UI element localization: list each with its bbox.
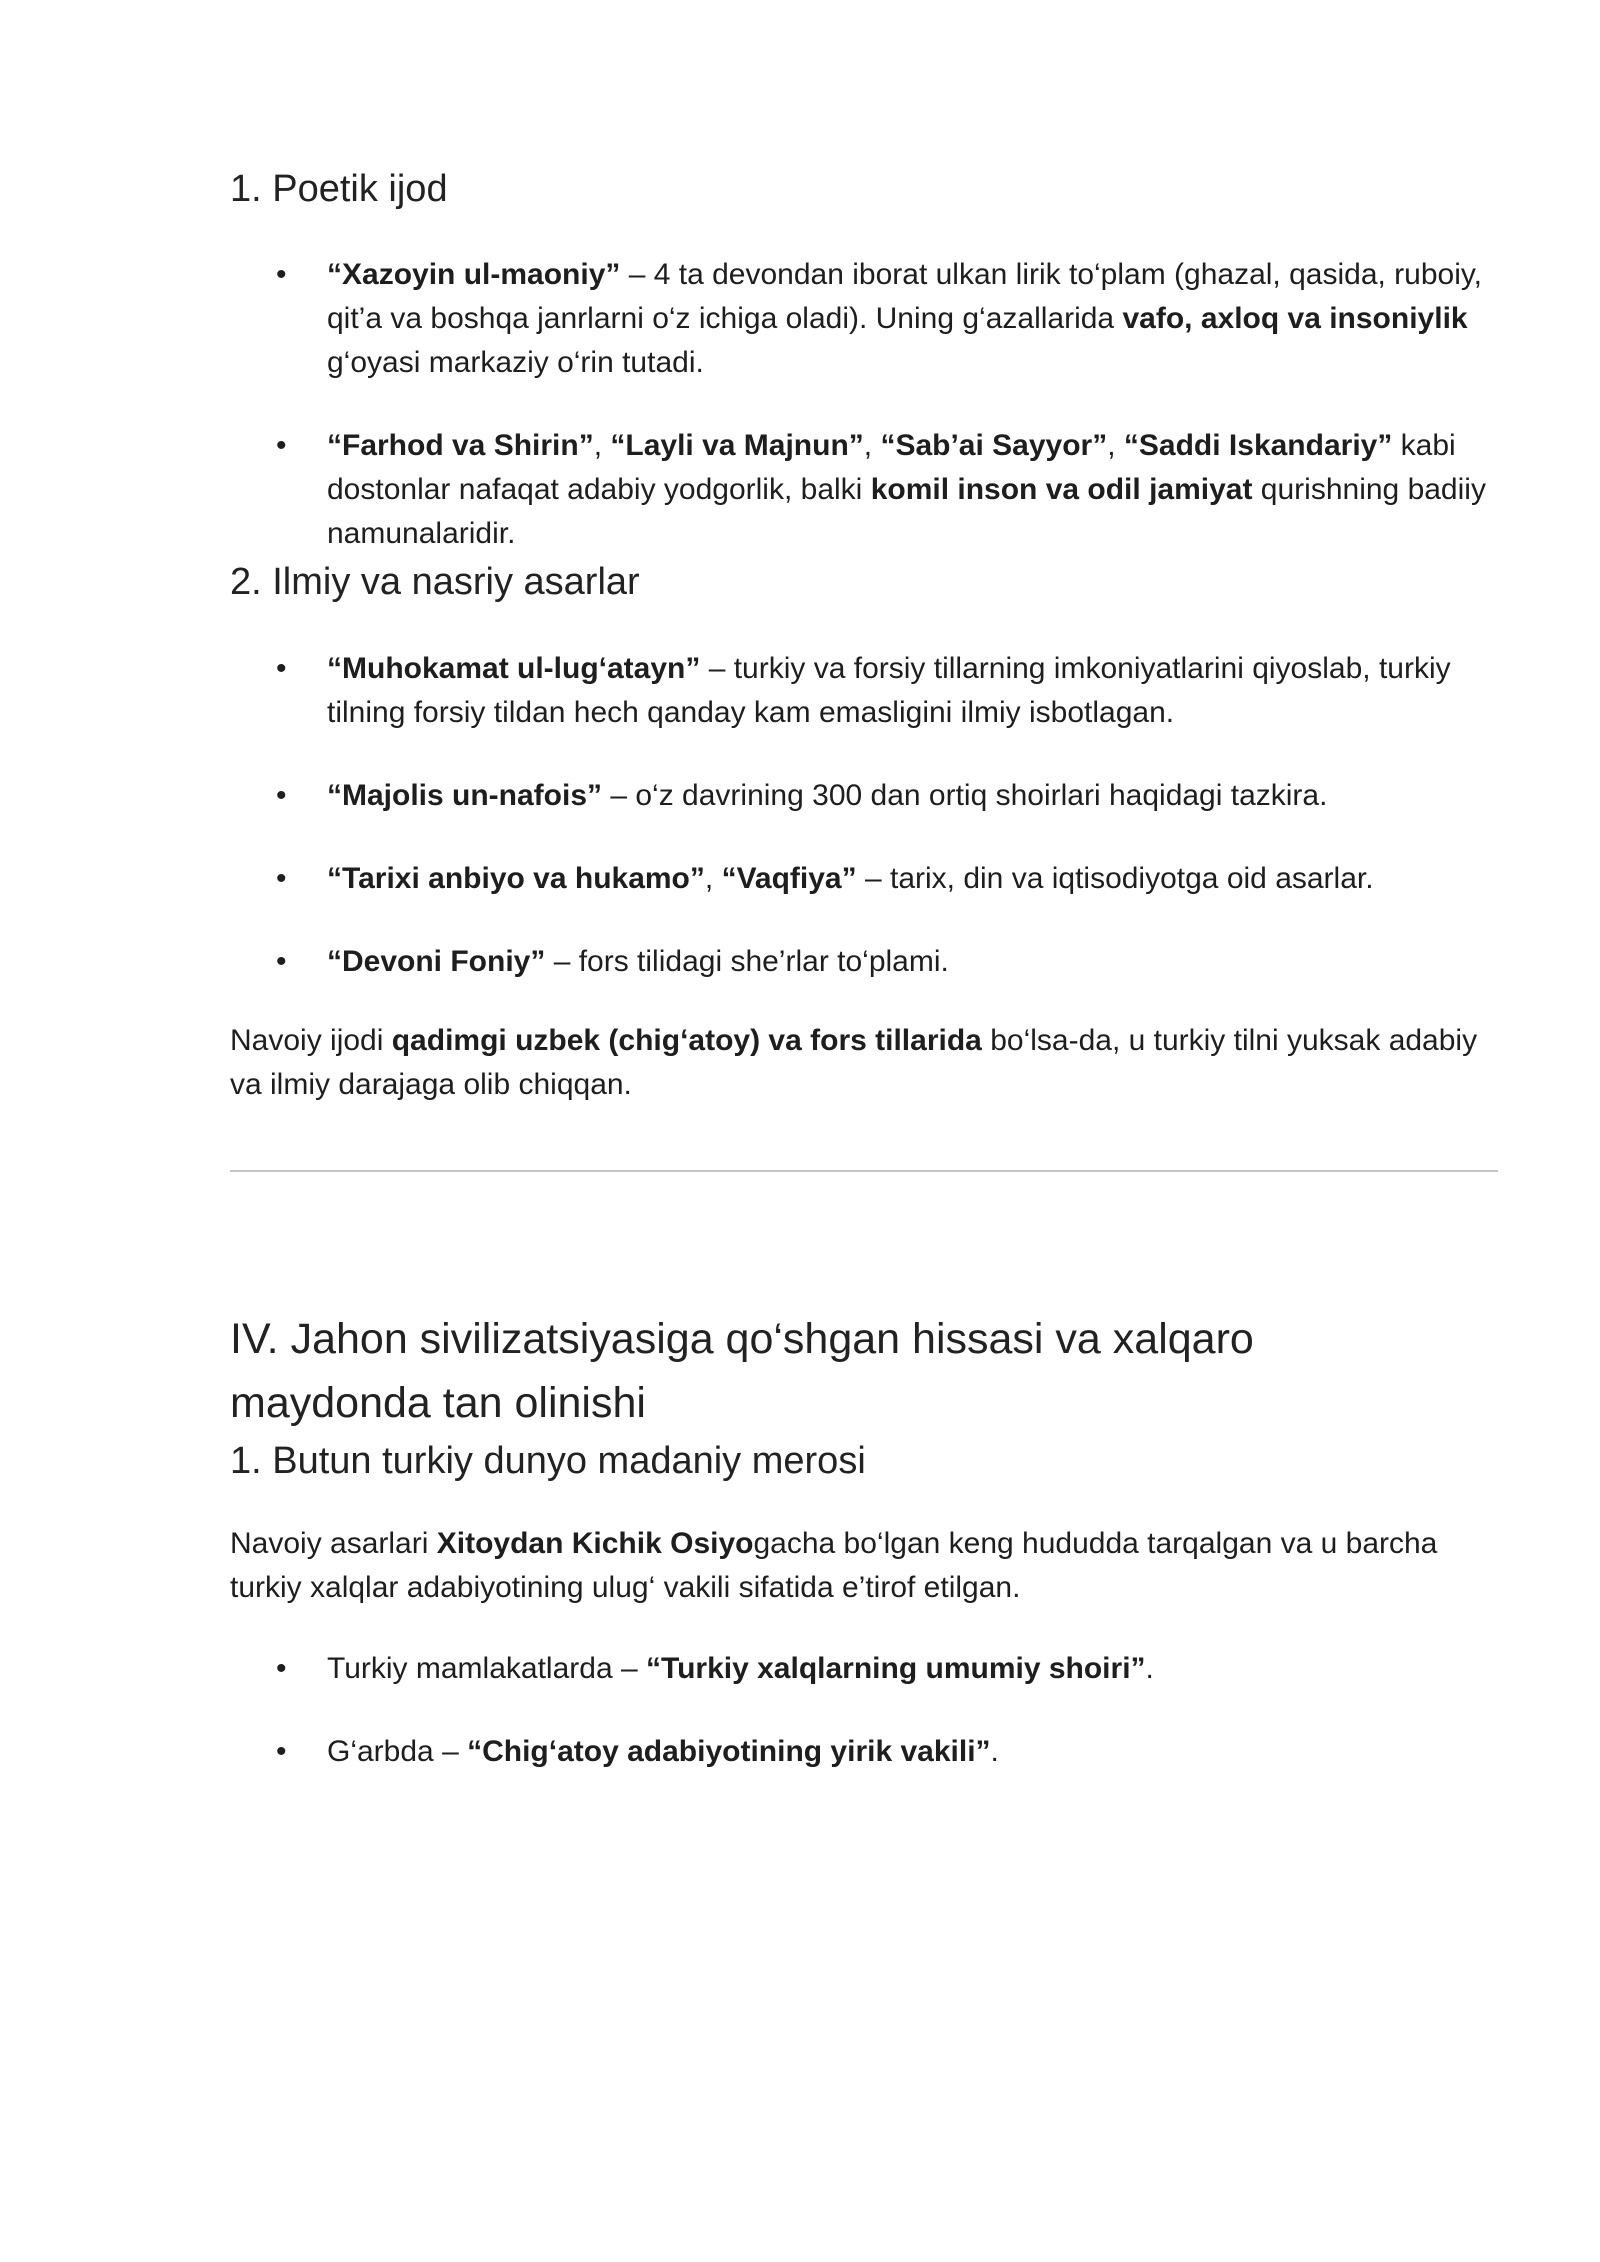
list-item: [230, 1647, 1498, 1691]
separator-text: ,: [704, 862, 722, 895]
list-item: [230, 940, 1498, 984]
work-title: “Xazoyin ul-maoniy”: [327, 258, 621, 291]
work-title: “Sab’ai Sayyor”: [880, 429, 1108, 462]
section-divider: [230, 1170, 1498, 1172]
item-text: – 4 ta devondan iborat ulkan lirik to‘plam (ghazal, qasida, ruboiy, qit’a va boshqa janrlarni o‘z ichiga oladi). Uning g‘azallarida: [327, 258, 1482, 335]
item-text: qurishning badiiy namunalaridir.: [327, 473, 1486, 550]
paragraph-text: bo‘lsa-da, u turkiy tilni yuksak adabiy va ilmiy darajaga olib chiqqan.: [230, 1024, 1478, 1101]
item-text: .: [1145, 1652, 1154, 1685]
item-text: – o‘z davrining 300 dan ortiq shoirlari haqidagi tazkira.: [602, 779, 1328, 812]
work-title: “Devoni Foniy”: [327, 945, 546, 978]
emphasis-text: “Chig‘atoy adabiyotining yirik vakili”: [467, 1735, 991, 1768]
section-heading-heritage: 1. Butun turkiy dunyo madaniy merosi: [230, 1440, 866, 1482]
emphasis-text: Xitoydan Kichik Osiyo: [436, 1527, 754, 1560]
item-text: Turkiy mamlakatlarda –: [327, 1652, 646, 1685]
paragraph-text: Navoiy ijodi: [230, 1024, 392, 1057]
work-title: “Farhod va Shirin”: [327, 429, 594, 462]
heritage-paragraph: [230, 1522, 1498, 1610]
list-item: [230, 1730, 1498, 1774]
item-text: – tarix, din va iqtisodiyotga oid asarlar.: [856, 862, 1374, 895]
separator-text: ,: [593, 429, 611, 462]
emphasis-text: vafo, axloq va insoniylik: [1122, 302, 1468, 335]
prose-works-list: [230, 647, 1498, 984]
item-text: g‘oyasi markaziy o‘rin tutadi.: [327, 346, 704, 379]
poetic-works-list: [230, 253, 1498, 556]
paragraph-text: Navoiy asarlari: [230, 1527, 437, 1560]
item-text: G‘arbda –: [327, 1735, 468, 1768]
work-title: “Layli va Majnun”: [610, 429, 864, 462]
language-note-paragraph: [230, 1019, 1498, 1107]
item-text: kabi dostonlar nafaqat adabiy yodgorlik, balki: [327, 429, 1456, 506]
work-title: “Vaqfiya”: [721, 862, 857, 895]
item-text: – turkiy va forsiy tillarning imkoniyatlarini qiyoslab, turkiy tilning forsiy tildan hech qanday kam emasligini ilmiy isbotlagan.: [327, 652, 1451, 729]
list-item: [230, 857, 1498, 901]
section-heading-poetic: 1. Poetik ijod: [230, 168, 448, 210]
section-heading-prose: 2. Ilmiy va nasriy asarlar: [230, 561, 640, 603]
paragraph-text: gacha bo‘lgan keng hududda tarqalgan va u barcha turkiy xalqlar adabiyotining ulug‘ vakili sifatida e’tirof etilgan.: [230, 1527, 1438, 1604]
emphasis-text: komil inson va odil jamiyat: [870, 473, 1253, 506]
list-item: [230, 253, 1498, 385]
separator-text: ,: [863, 429, 881, 462]
work-title: “Saddi Iskandariy”: [1123, 429, 1393, 462]
item-text: .: [990, 1735, 999, 1768]
work-title: “Tarixi anbiyo va hukamo”: [327, 862, 705, 895]
document-content: [230, 0, 1498, 1774]
list-item: [230, 774, 1498, 818]
work-title: “Muhokamat ul-lug‘atayn”: [327, 652, 701, 685]
list-item: [230, 647, 1498, 735]
list-item: [230, 424, 1498, 556]
item-text: – fors tilidagi she’rlar to‘plami.: [545, 945, 949, 978]
emphasis-text: “Turkiy xalqlarning umumiy shoiri”: [645, 1652, 1146, 1685]
emphasis-text: qadimgi uzbek (chig‘atoy) va fors tillarida: [391, 1024, 982, 1057]
recognition-list: [230, 1647, 1498, 1774]
separator-text: ,: [1107, 429, 1124, 462]
chapter-heading: IV. Jahon sivilizatsiyasiga qo‘shgan hissasi va xalqaro maydonda tan olinishi: [230, 1315, 1254, 1427]
work-title: “Majolis un-nafois”: [327, 779, 603, 812]
